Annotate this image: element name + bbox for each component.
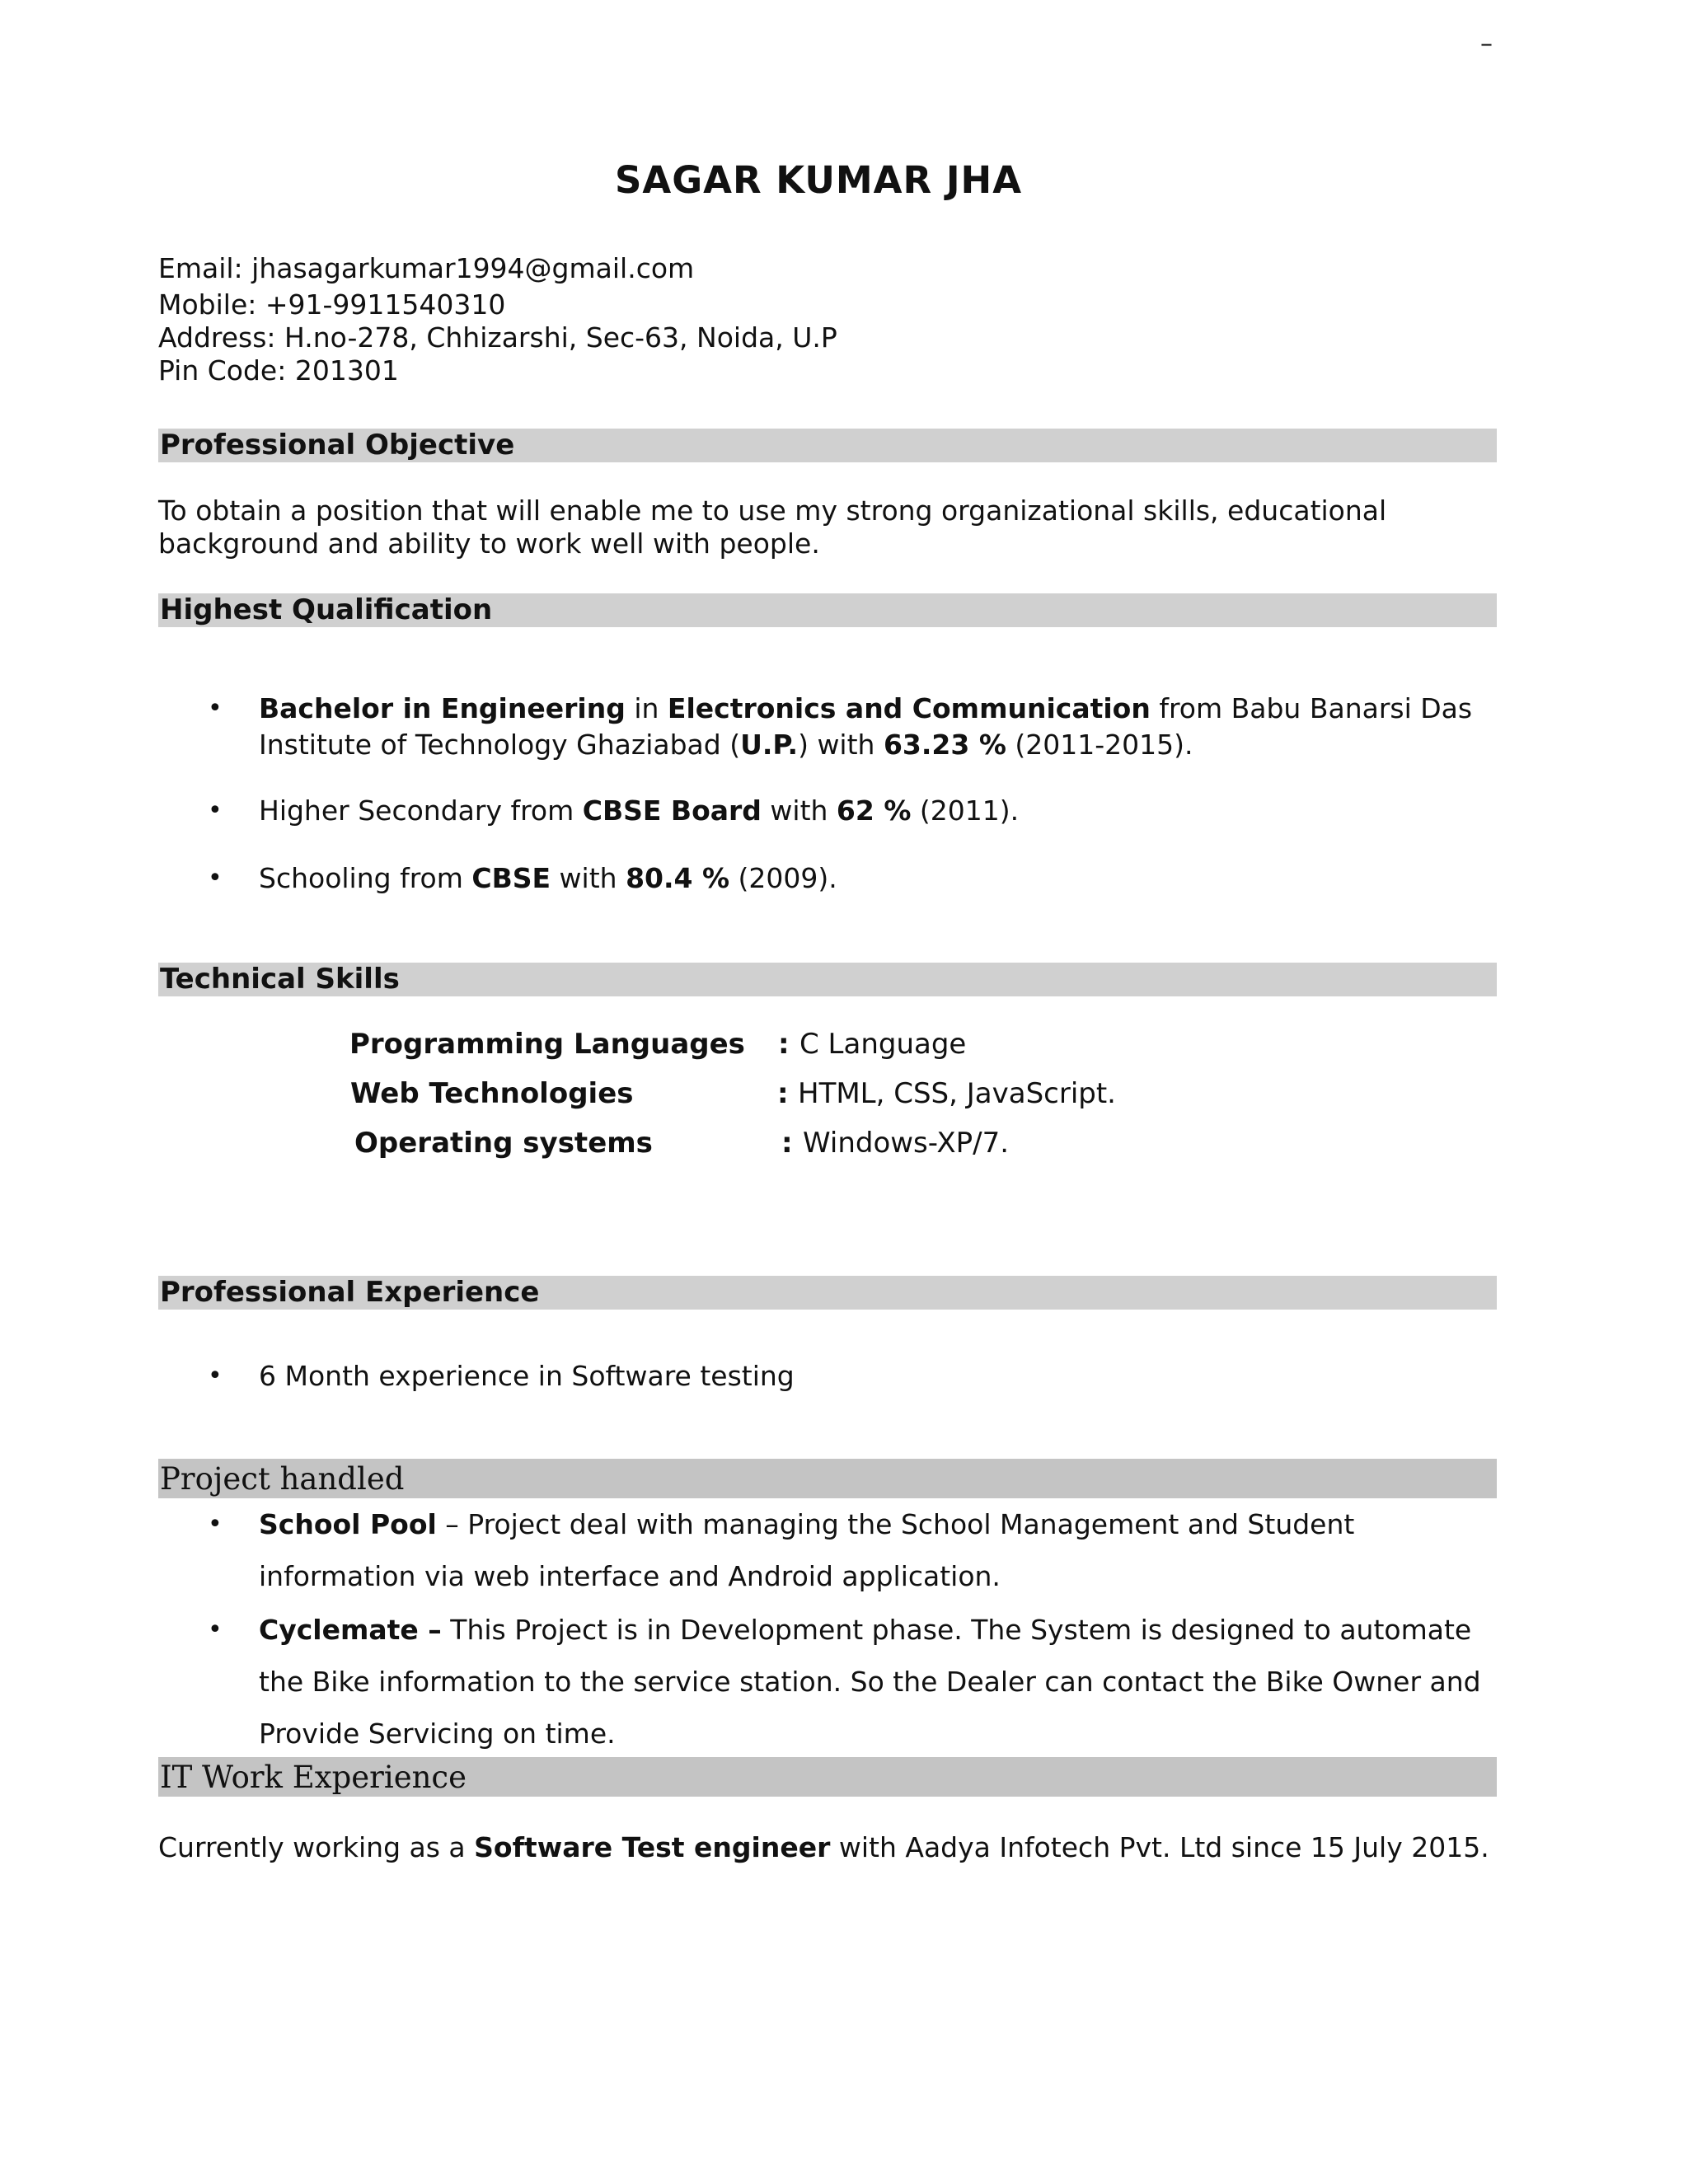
bullet-icon: •: [208, 694, 223, 723]
contact-email: Email: jhasagarkumar1994@gmail.com: [158, 252, 695, 284]
it-work-text: Currently working as a Software Test engineer with Aadya Infotech Pvt. Ltd since 15 July 2015.: [158, 1831, 1489, 1863]
bullet-icon: •: [208, 1510, 223, 1539]
objective-heading: Professional Objective: [158, 429, 1497, 462]
skill-separator: :: [777, 1077, 789, 1110]
skill-separator: :: [781, 1127, 793, 1160]
resume-name: SAGAR KUMAR JHA: [614, 158, 1023, 202]
page-marker: –: [1480, 30, 1493, 59]
experience-heading: Professional Experience: [158, 1276, 1497, 1310]
qualification-item: Schooling from CBSE with 80.4 % (2009).: [259, 862, 837, 894]
qualification-item: Bachelor in Engineering in Electronics and Communication from Babu Banarsi Das Institute of Technology Ghaziabad (U.P.) with 63.23 % (2011-2015).: [259, 692, 1473, 761]
bullet-icon: •: [208, 796, 223, 825]
qualification-item: Higher Secondary from CBSE Board with 62 % (2011).: [259, 794, 1020, 827]
it-work-heading: IT Work Experience: [158, 1757, 1497, 1797]
qualification-heading: Highest Qualification: [158, 593, 1497, 627]
objective-text: To obtain a position that will enable me to use my strong organizational skills, educational background and ability to work well with people.: [158, 494, 1387, 560]
bullet-icon: •: [208, 1615, 223, 1644]
contact-mobile: Mobile: +91-9911540310: [158, 288, 506, 321]
skill-value: Windows-XP/7.: [803, 1127, 1010, 1160]
experience-item: 6 Month experience in Software testing: [259, 1360, 795, 1392]
contact-pin: Pin Code: 201301: [158, 354, 399, 387]
skill-value: C Language: [799, 1028, 967, 1061]
skill-label: Operating systems: [354, 1127, 653, 1160]
project-item: Cyclemate – This Project is in Development phase. The System is designed to automate the Bike information to the service station. So the Dealer can contact the Bike Owner and Provide Servicing on time.: [259, 1614, 1481, 1750]
skill-separator: :: [778, 1028, 790, 1061]
projects-heading: Project handled: [158, 1459, 1497, 1498]
skill-value: HTML, CSS, JavaScript.: [798, 1077, 1116, 1110]
bullet-icon: •: [208, 864, 223, 893]
bullet-icon: •: [208, 1361, 223, 1390]
skills-heading: Technical Skills: [158, 963, 1497, 996]
project-item: School Pool – Project deal with managing the School Management and Student information via web interface and Android application.: [259, 1508, 1355, 1592]
skill-label: Web Technologies: [350, 1077, 634, 1110]
contact-address: Address: H.no-278, Chhizarshi, Sec-63, Noida, U.P: [158, 321, 837, 354]
skill-label: Programming Languages: [349, 1028, 745, 1061]
